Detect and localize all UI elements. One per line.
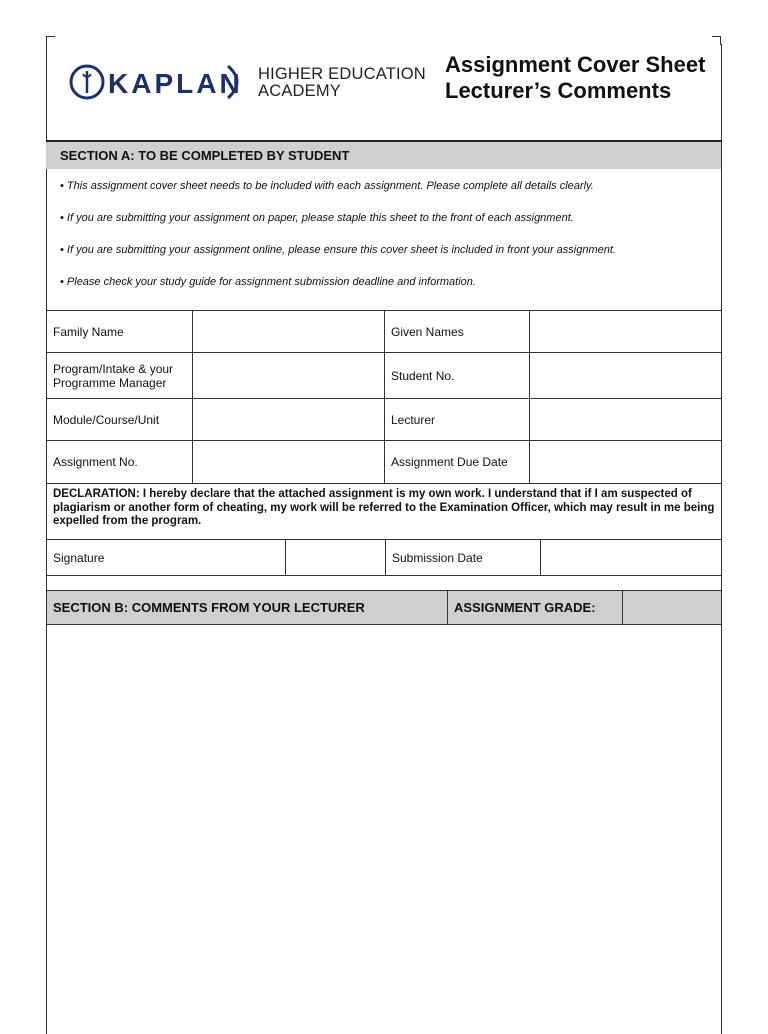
section-a-heading: SECTION A: TO BE COMPLETED BY STUDENT [46,142,721,169]
instruction-item: • If you are submitting your assignment on paper, please staple this sheet to the front of each assignment. [60,212,574,224]
signature-label: Signature [47,540,286,576]
logo-subtitle-line1: HIGHER EDUCATION [258,65,426,83]
signature-field[interactable] [286,540,386,576]
submission-date-label: Submission Date [386,540,541,576]
assignment-grade-label: ASSIGNMENT GRADE: [448,591,623,625]
module-field[interactable] [193,399,385,441]
family-name-field[interactable] [193,311,385,353]
title-line1: Assignment Cover Sheet [445,52,706,77]
title-line2: Lecturer’s Comments [445,78,672,103]
assignment-grade-field[interactable] [623,591,722,625]
section-b-header-table [46,590,722,625]
declaration-text: DECLARATION: I hereby declare that the attached assignment is my own work. I understand that if I am suspected of plagiarism or another form of cheating, my work will be referred to the Examination Officer, which may result in me being expelled from the program. [53,488,715,527]
section-b-heading: SECTION B: COMMENTS FROM YOUR LECTURER [47,591,448,625]
student-details-table [46,310,722,484]
logo-subtitle-line2: ACADEMY [258,82,341,100]
lecturer-label: Lecturer [385,399,530,441]
module-label: Module/Course/Unit [47,399,193,441]
due-date-label: Assignment Due Date [385,441,530,484]
kaplan-logo [68,60,250,104]
lecturer-comments-area[interactable] [46,624,722,1034]
submission-date-field[interactable] [541,540,722,576]
assignment-no-field[interactable] [193,441,385,484]
student-no-field[interactable] [530,353,722,399]
instruction-item: • This assignment cover sheet needs to be included with each assignment. Please complete all details clearly. [60,180,594,192]
program-intake-label: Program/Intake & your Programme Manager [47,353,193,399]
lecturer-field[interactable] [530,399,722,441]
family-name-label: Family Name [47,311,193,353]
given-names-label: Given Names [385,311,530,353]
program-intake-field[interactable] [193,353,385,399]
given-names-field[interactable] [530,311,722,353]
signature-table [46,539,722,576]
assignment-no-label: Assignment No. [47,441,193,484]
instruction-item: • If you are submitting your assignment online, please ensure this cover sheet is included in front your assignment. [60,244,616,256]
logo-subtitle [258,66,426,100]
logo-text: KAPLAN [108,68,243,99]
page-title [445,52,705,104]
due-date-field[interactable] [530,441,722,484]
instructions-list [60,178,710,306]
kaplan-logo-mark-icon [68,60,250,104]
instruction-item: • Please check your study guide for assignment submission deadline and information. [60,276,476,288]
student-no-label: Student No. [385,353,530,399]
